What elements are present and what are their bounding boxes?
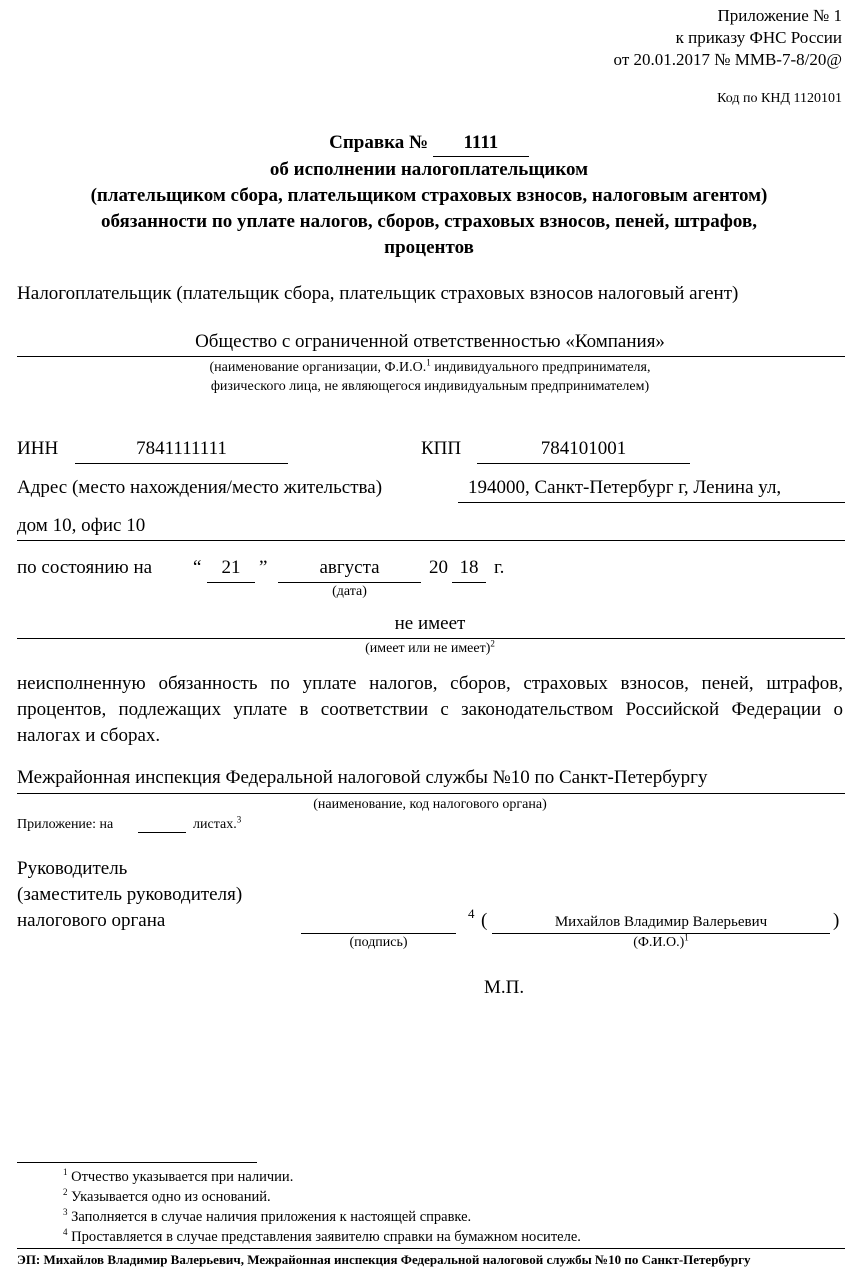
inn-value: 7841111111	[136, 438, 227, 459]
footnote-4: $^4$ Проставляется в случае представления заявителю справки на бумажном носителе.	[63, 1227, 581, 1245]
title-line-5: процентов	[384, 237, 474, 258]
date-close-quote: ”	[259, 557, 268, 578]
taxpayer-hint-1: (наименование организации, Ф.И.О.$^1$ индивидуального предпринимателя,	[209, 357, 651, 375]
date-open-quote: “	[193, 557, 202, 578]
date-day-line	[207, 582, 255, 583]
signer-name-line	[492, 933, 830, 934]
e-signature-separator	[17, 1248, 845, 1249]
inn-label: ИНН	[17, 438, 59, 459]
date-month: августа	[319, 557, 380, 578]
footnote-3: $^3$ Заполняется в случае наличия приложения к настоящей справке.	[63, 1207, 472, 1225]
date-year-prefix: 20	[429, 557, 448, 578]
signer-role-3: налогового органа	[17, 910, 166, 931]
date-year-suffix: 18	[459, 557, 479, 578]
taxpayer-hint-2: физического лица, не являющегося индивидуальным предпринимателем)	[210, 379, 650, 394]
taxpayer-name-line	[17, 356, 845, 357]
footnote-1: $^1$ Отчество указывается при наличии.	[63, 1167, 294, 1185]
name-open-paren: (	[481, 910, 488, 931]
date-month-line	[278, 582, 421, 583]
date-hint: (дата)	[332, 584, 367, 599]
obligation-text: неисполненную обязанность по уплате налогов, сборов, страховых взносов, пеней, штрафов, процентов, подлежащих уплате в соответствии с законодательством Российской Федерации о налогах и сборах.	[17, 673, 843, 746]
signature-hint: (подпись)	[349, 935, 408, 950]
footnote-2: $^2$ Указывается одно из оснований.	[63, 1187, 271, 1205]
knd-code: Код по КНД 1120101	[717, 91, 842, 106]
tax-authority-hint: (наименование, код налогового органа)	[313, 797, 547, 812]
attachment-label: Приложение: на	[17, 817, 114, 832]
date-day: 21	[221, 557, 241, 578]
address-line-1	[458, 502, 845, 503]
status-value: не имеет	[394, 613, 466, 634]
status-hint: (имеет или не имеет)$^2$	[365, 638, 495, 656]
inn-line	[75, 463, 288, 464]
signer-role-1: Руководитель	[17, 858, 128, 879]
title-line-4: обязанности по уплате налогов, сборов, страховых взносов, пеней, штрафов,	[101, 211, 757, 232]
kpp-line	[477, 463, 690, 464]
certificate-number: 1111	[433, 130, 529, 157]
header-line-1: Приложение № 1	[717, 6, 842, 25]
kpp-label: КПП	[421, 438, 462, 459]
title-line-2: об исполнении налогоплательщиком	[269, 159, 589, 180]
title-line-3: (плательщиком сбора, плательщиком страховых взносов, налоговым агентом)	[90, 185, 768, 206]
date-year-unit: г.	[494, 557, 505, 578]
signer-name: Михайлов Владимир Валерьевич	[554, 914, 768, 930]
date-year-line	[452, 582, 486, 583]
tax-authority-line	[17, 793, 845, 794]
address-value-1: 194000, Санкт-Петербург г, Ленина ул,	[468, 477, 782, 498]
certificate-title	[0, 130, 858, 157]
name-close-paren: )	[833, 910, 840, 931]
signer-role-2: (заместитель руководителя)	[17, 884, 243, 905]
date-label: по состоянию на	[17, 557, 153, 578]
signature-line	[301, 933, 456, 934]
status-line	[17, 638, 845, 639]
taxpayer-name: Общество с ограниченной ответственностью «Компания»	[195, 331, 665, 352]
header-line-2: к приказу ФНС России	[675, 28, 842, 47]
e-signature: ЭП: Михайлов Владимир Валерьевич, Межрайонная инспекция Федеральной налоговой службы №10 по Санкт-Петербургу	[17, 1252, 751, 1267]
signature-footnote-mark: 4	[468, 906, 475, 921]
address-line-2	[17, 540, 845, 541]
taxpayer-label: Налогоплательщик (плательщик сбора, плательщик страховых взносов налоговый агент)	[17, 283, 739, 304]
attachment-unit: листах.$^3$	[193, 814, 242, 832]
tax-authority-name: Межрайонная инспекция Федеральной налоговой службы №10 по Санкт-Петербургу	[17, 767, 708, 788]
footnote-separator	[17, 1162, 257, 1163]
kpp-value: 784101001	[540, 438, 627, 459]
address-label: Адрес (место нахождения/место жительства)	[17, 477, 383, 498]
footnotes	[63, 1167, 581, 1247]
signer-name-hint: $(Ф.И.О.)^1$	[633, 932, 689, 950]
attachment-pages-line	[138, 832, 186, 833]
stamp-place: М.П.	[484, 977, 525, 998]
address-value-2: дом 10, офис 10	[17, 515, 146, 536]
title-prefix: Справка №	[329, 132, 429, 153]
header-line-3: от 20.01.2017 № ММВ-7-8/20@	[613, 50, 842, 69]
